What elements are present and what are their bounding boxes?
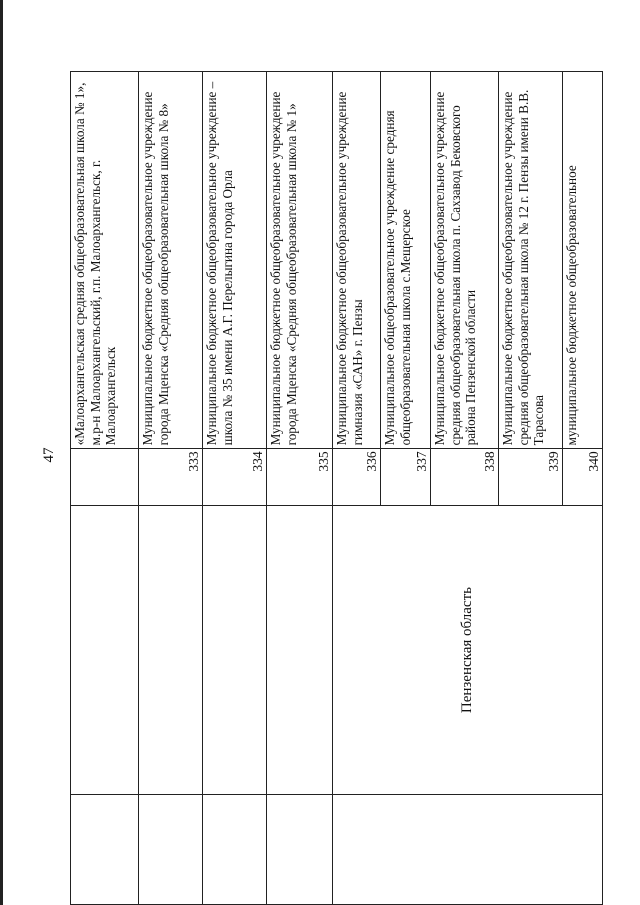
row-number: 334 (203, 449, 267, 505)
region-label: Пензенская область (333, 505, 603, 795)
row-number: 333 (139, 449, 203, 505)
table-row (333, 72, 381, 905)
empty-cell (333, 795, 603, 905)
empty-cell (139, 795, 203, 905)
row-number: 336 (333, 449, 381, 505)
row-number: 335 (267, 449, 333, 505)
row-number: 339 (499, 449, 563, 505)
empty-cell (203, 505, 267, 795)
empty-cell (267, 795, 333, 905)
school-name: Муниципальное бюджетное общеобразовательное учреждение – школа № 35 имени А.Г. Перелыгина города Орла (203, 72, 267, 449)
scan-edge (0, 0, 3, 905)
row-number: 337 (381, 449, 431, 505)
school-name: Муниципальное бюджетное общеобразовательное учреждение средняя общеобразовательная школа № 12 г. Пензы имени В.В. Тарасова (499, 72, 563, 449)
school-name: Муниципальное бюджетное общеобразовательное учреждение города Мценска «Средняя общеобразовательная школа № 8» (139, 72, 203, 449)
table-row (267, 72, 333, 905)
schools-table (70, 71, 602, 905)
school-name: муниципальное бюджетное общеобразовательное (563, 72, 603, 449)
school-name: Муниципальное бюджетное общеобразовательное учреждение города Мценска «Средняя общеобразовательная школа № 1» (267, 72, 333, 449)
school-name: «Малоархангельская средняя общеобразовательная школа № 1», м.р-н Малоархангельский, г.п. Малоархангельск, г. Малоархангельск (71, 72, 139, 449)
table-row (203, 72, 267, 905)
school-name: Муниципальное бюджетное общеобразовательное учреждение средняя общеобразовательная школа п. Сахзавод Бековского района Пензенской области (431, 72, 499, 449)
empty-cell (267, 505, 333, 795)
empty-cell (71, 505, 139, 795)
page-number: 47 (41, 447, 57, 463)
empty-cell (203, 795, 267, 905)
row-number: 340 (563, 449, 603, 505)
empty-cell (71, 795, 139, 905)
table-row (71, 72, 139, 905)
school-name: Муниципальное бюджетное общеобразовательное учреждение гимназия «САН» г. Пензы (333, 72, 381, 449)
empty-cell (139, 505, 203, 795)
school-name: Муниципальное общеобразовательное учреждение средняя общеобразовательная школа с.Мещерское (381, 72, 431, 449)
table-row (139, 72, 203, 905)
row-number (71, 449, 139, 505)
row-number: 338 (431, 449, 499, 505)
